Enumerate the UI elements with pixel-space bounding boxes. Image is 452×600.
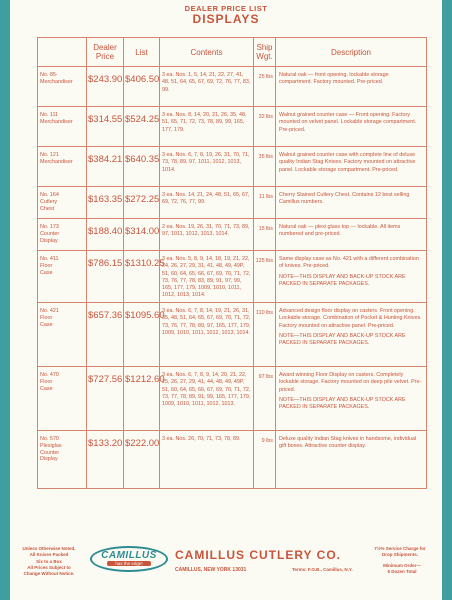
dealer-price xyxy=(87,187,124,219)
item-name-text: No. 85- Merchandiser xyxy=(40,72,73,85)
contents xyxy=(160,431,254,489)
item-name-text: No. 173 Counter Display xyxy=(40,224,60,244)
description-text: Award winning Floor Display on casters. Completely lockable storage. Factory mounted on deep pile velvet. Pre-priced. xyxy=(279,372,422,393)
dealer-price xyxy=(87,367,124,431)
minimum-order-note xyxy=(370,563,434,576)
packing-note: NOTE—THIS DISPLAY AND BACK-UP STOCK ARE PACKED IN SEPARATE PACKAGES. xyxy=(279,396,406,411)
item-name xyxy=(38,67,87,107)
item-name xyxy=(38,147,87,187)
description-text: Walnut grained counter case — Front opening. Factory mounted on velvet panel. Lockable storage compartment. Pre-priced. xyxy=(279,112,417,133)
company-name: CAMILLUS CUTLERY CO. xyxy=(175,548,341,562)
item-name-text: No. 111 Merchandiser xyxy=(40,112,73,125)
description xyxy=(276,187,427,219)
dealer-price xyxy=(87,219,124,251)
footer-left-line: Unless Otherwise Noted, xyxy=(22,546,76,551)
dealer-price xyxy=(87,303,124,367)
terms: Terms: F.O.B., Camillus, N.Y. xyxy=(292,567,353,572)
item-name xyxy=(38,251,87,303)
description xyxy=(276,431,427,489)
list-price xyxy=(124,67,160,107)
description xyxy=(276,147,427,187)
service-charge-note xyxy=(365,546,435,559)
table-row xyxy=(38,67,427,107)
footer-packing-note xyxy=(14,546,84,577)
dealer-price xyxy=(87,251,124,303)
list-price-text: $640.35 xyxy=(125,154,160,165)
dealer-price-text: $188.40 xyxy=(88,226,123,237)
ship-weight-text: 125 lbs xyxy=(255,258,273,264)
table-row xyxy=(38,147,427,187)
column-header-contents: Contents xyxy=(160,38,254,67)
ship-weight xyxy=(254,251,276,303)
minimum-order-line: 6 Dozen Total xyxy=(387,569,417,575)
list-price-text: $222.00 xyxy=(125,438,160,449)
footer-left-line: All Prices Subject to xyxy=(27,564,71,570)
contents xyxy=(160,303,254,367)
packing-note: NOTE—THIS DISPLAY AND BACK-UP STOCK ARE PACKED IN SEPARATE PACKAGES. xyxy=(279,273,406,287)
ship-weight xyxy=(254,147,276,187)
item-name xyxy=(38,107,87,147)
table-row xyxy=(38,107,427,147)
description-text: Walnut grained counter case with complete line of deluxe quality Indian Stag Knives. Factory mounted on attractive panel. Lockable storage compartment. Pre-priced. xyxy=(279,152,416,173)
packing-note: NOTE—THIS DISPLAY AND BACK-UP STOCK ARE PACKED IN SEPARATE PACKAGES. xyxy=(279,332,406,347)
footer-left-line: Six to a Box xyxy=(36,558,62,564)
contents xyxy=(160,107,254,147)
service-charge-line: Drop Shipments. xyxy=(381,552,418,558)
logo-tagline: has the edge! xyxy=(107,561,151,566)
list-price-text: $1212.60 xyxy=(125,374,165,385)
service-charge-line: 7½% Service Charge for xyxy=(374,546,426,551)
ship-weight xyxy=(254,431,276,489)
ship-weight xyxy=(254,219,276,251)
table-header-row xyxy=(38,38,427,67)
dealer-price-text: $384.21 xyxy=(88,154,123,165)
footer-left-line: All Knives Packed xyxy=(29,552,69,558)
ship-weight-text: 25 lbs xyxy=(258,74,273,80)
description-text: Natural oak — front opening, lockable storage compartment. Factory mounted. Pre-priced. xyxy=(279,72,389,86)
minimum-order-line: Minimum Order— xyxy=(383,563,421,568)
item-name xyxy=(38,367,87,431)
item-name xyxy=(38,303,87,367)
ship-weight-text: 110 lbs xyxy=(256,310,273,316)
list-price xyxy=(124,107,160,147)
ship-weight-text: 35 lbs xyxy=(258,154,273,160)
dealer-price-text: $786.15 xyxy=(88,258,123,269)
ship-weight-text: 32 lbs xyxy=(258,114,273,120)
ship-weight-text: 9 lbs xyxy=(261,438,273,444)
dealer-price xyxy=(87,107,124,147)
contents-text: 2 ea. Nos. 19, 26, 31, 70, 71, 73, 89, 97, 1011, 1012, 1013, 1014. xyxy=(162,224,250,238)
description-text: Natural oak — plexi glass top — lockable. All items numbered and pre-priced. xyxy=(279,224,401,238)
camillus-logo xyxy=(90,546,168,572)
description xyxy=(276,251,427,303)
company-address: CAMILLUS, NEW YORK 13031 xyxy=(175,567,247,573)
list-price-text: $272.25 xyxy=(125,194,160,205)
contents xyxy=(160,147,254,187)
dealer-price-text: $243.90 xyxy=(88,74,123,85)
column-header-description: Description xyxy=(276,38,427,67)
contents xyxy=(160,67,254,107)
column-header-item xyxy=(38,38,87,67)
description xyxy=(276,303,427,367)
header-subtitle: DEALER PRICE LIST xyxy=(184,4,268,13)
description-text: Advanced design floor display on casters. Front opening. Lockable storage. Combination of Pocket & Hunting Knives. Factory mounted on attractive panel. Pre-priced. xyxy=(279,308,422,329)
column-header-ship-weight: Ship Wgt. xyxy=(254,38,276,67)
column-header-list: List xyxy=(124,38,160,67)
contents-text: 3 ea. Nos. 14, 21, 24, 48, 51, 65, 67, 69, 72, 76, 77, 99. xyxy=(162,192,250,206)
ship-weight-text: 15 lbs xyxy=(258,226,273,232)
table-row xyxy=(38,187,427,219)
item-name-text: No. 470 Floor Case xyxy=(40,372,59,392)
list-price xyxy=(124,219,160,251)
price-table xyxy=(37,37,427,489)
description xyxy=(276,367,427,431)
contents-text: 3 ea. Nos. 26, 70, 71, 73, 78, 89. xyxy=(162,436,241,442)
contents-text: 3 ea. Nos. 6, 7, 8, 9, 14, 20, 21, 22, 25, 26, 27, 29, 41, 44, 48, 49, 49P, 51, 60, 64, 65, 66, 67, 69, 70, 71, 72, 73, 77, 78, 89, 91, 99, 165, 177, 179, 1009, 1010, 1011, 1012, 1013. xyxy=(162,372,251,408)
contents-text: 3 ea. Nos. 6, 7, 8, 14, 19, 21, 26, 31, 35, 48, 51, 64, 65, 67, 69, 70, 71, 72, 73, 76, 77, 78, 89, 97, 165, 177, 179, 1009, 1010, 1011, 1012, 1013, 1014. xyxy=(162,308,251,336)
item-name xyxy=(38,219,87,251)
header-title: DISPLAYS xyxy=(192,12,260,26)
list-price xyxy=(124,431,160,489)
ship-weight xyxy=(254,303,276,367)
contents xyxy=(160,251,254,303)
table-row xyxy=(38,303,427,367)
ship-weight-text: 97 lbs xyxy=(258,374,273,380)
list-price-text: $406.50 xyxy=(125,74,160,85)
column-header-dealer-price: Dealer Price xyxy=(87,38,124,67)
ship-weight xyxy=(254,107,276,147)
description-text: Cherry Stained Cutlery Chest. Contains 12 best selling Camillus numbers. xyxy=(279,192,410,206)
dealer-price-text: $133.20 xyxy=(88,438,123,449)
dealer-price xyxy=(87,147,124,187)
list-price xyxy=(124,251,165,303)
contents xyxy=(160,367,254,431)
list-price xyxy=(124,147,160,187)
item-name xyxy=(38,187,87,219)
ship-weight xyxy=(254,367,276,431)
table-row xyxy=(38,431,427,489)
dealer-price xyxy=(87,67,124,107)
list-price xyxy=(124,187,160,219)
item-name-text: No. 570 Plexiglas Counter Display xyxy=(40,436,62,463)
list-price-text: $1095.60 xyxy=(125,310,165,321)
description xyxy=(276,67,427,107)
item-name-text: No. 411 Floor Case xyxy=(40,256,59,276)
ship-weight xyxy=(254,67,276,107)
contents xyxy=(160,187,254,219)
dealer-price-text: $314.55 xyxy=(88,114,123,125)
table-row xyxy=(38,251,427,303)
contents-text: 3 ea. Nos. 5, 8, 9, 14, 18, 19, 21, 22, 24, 26, 27, 29, 31, 41, 48, 49, 49P, 51, 60, 64, 65, 66, 67, 69, 70, 71, 72, 73, 76, 77, 78, 83, 89, 91, 97, 99, 165, 177, 179, 1009, 1010, 1011, 1012, 1013, 1014. xyxy=(162,256,251,299)
item-name-text: No. 121 Merchandiser xyxy=(40,152,73,165)
list-price-text: $314.00 xyxy=(125,226,160,237)
description xyxy=(276,107,427,147)
list-price xyxy=(124,303,165,367)
footer-left-line: Change Without Notice. xyxy=(23,571,75,577)
description-text: Same display case as No. 421 with a different combination of knives. Pre-priced. xyxy=(279,256,419,270)
ship-weight-text: 11 lbs xyxy=(259,194,273,200)
item-name-text: No. 164 Cutlery Chest xyxy=(40,192,59,212)
description xyxy=(276,219,427,251)
footer xyxy=(10,530,442,600)
contents xyxy=(160,219,254,251)
price-list-page xyxy=(10,0,442,530)
dealer-price xyxy=(87,431,124,489)
dealer-price-text: $163.35 xyxy=(88,194,123,205)
item-name-text: No. 421 Floor Case xyxy=(40,308,59,328)
description-text: Deluxe quality Indian Stag knives in handsome, individual gift boxes. Attractive counter display. xyxy=(279,436,417,450)
table-row xyxy=(38,219,427,251)
dealer-price-text: $657.36 xyxy=(88,310,123,321)
list-price-text: $1310.25 xyxy=(125,258,165,269)
list-price-text: $524.25 xyxy=(125,114,160,125)
list-price xyxy=(124,367,165,431)
table-row xyxy=(38,367,427,431)
contents-text: 3 ea. Nos. 1, 5, 14, 21, 22, 27, 41, 48, 51, 64, 65, 67, 69, 72, 76, 77, 83, 99. xyxy=(162,72,251,93)
contents-text: 3 ea. Nos. 6, 7, 8, 19, 26, 31, 70, 71, 73, 78, 89, 97, 1011, 1012, 1013, 1014. xyxy=(162,152,250,173)
contents-text: 3 ea. Nos. 8, 14, 20, 21, 26, 35, 48, 51, 65, 71, 72, 73, 78, 89, 99, 165, 177, 179. xyxy=(162,112,247,133)
ship-weight xyxy=(254,187,276,219)
logo-text: CAMILLUS xyxy=(101,550,157,561)
item-name xyxy=(38,431,87,489)
dealer-price-text: $727.56 xyxy=(88,374,123,385)
